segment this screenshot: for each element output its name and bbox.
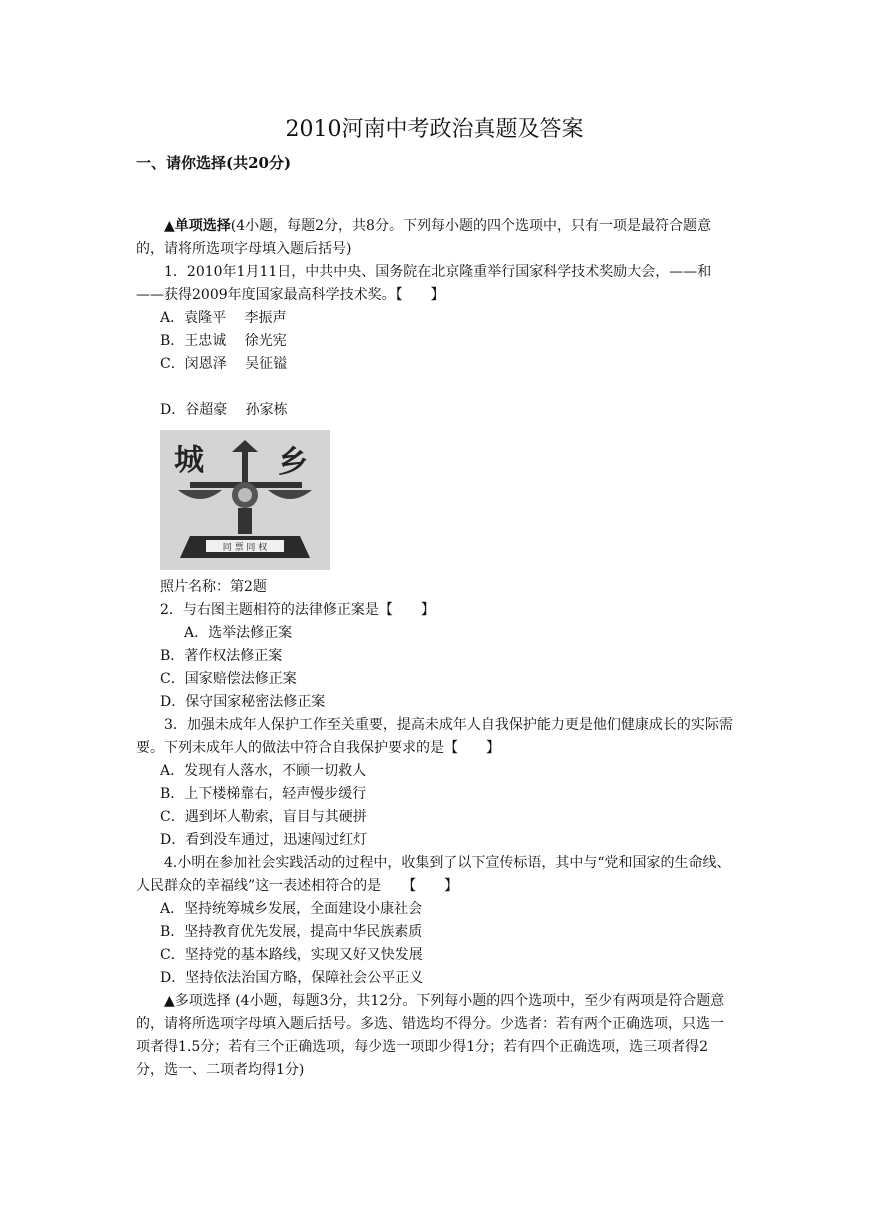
- question-4-option-b: B．坚持教育优先发展，提高中华民族素质: [160, 924, 423, 940]
- question-4-stem: 4.小明在参加社会实践活动的过程中，收集到了以下宣传标语，其中与“党和国家的生命线、人民群众的幸福线”这一表述相符合的是 【 】: [136, 855, 731, 894]
- figure-plaque-text: 同 票 同 权: [222, 543, 268, 553]
- question-4-option-c: C．坚持党的基本路线，实现又好又快发展: [160, 947, 423, 963]
- question-2-stem: 2．与右图主题相符的法律修正案是【 】: [160, 602, 435, 618]
- question-3-option-c: C．遇到坏人勒索，盲目与其硬拼: [160, 809, 367, 825]
- question-1-stem: 1．2010年1月11日，中共中央、国务院在北京隆重举行国家科学技术奖励大会，——和——获得2009年度国家最高科学技术奖。【 】: [136, 264, 712, 303]
- figure-text-right: 乡: [278, 445, 308, 480]
- question-1-option-d: D．谷超豪 孙家栋: [160, 402, 288, 418]
- question-3-option-b: B．上下楼梯靠右，轻声慢步缓行: [160, 786, 367, 802]
- figure-caption: 照片名称：第2题: [160, 579, 267, 595]
- single-choice-instructions: [136, 215, 736, 261]
- question-3-stem: 3．加强未成年人保护工作至关重要，提高未成年人自我保护能力更是他们健康成长的实际需要。下列未成年人的做法中符合自我保护要求的是【 】: [136, 717, 733, 756]
- document-title: 2010河南中考政治真题及答案: [285, 117, 584, 142]
- question-4-option-a: A．坚持统筹城乡发展，全面建设小康社会: [160, 901, 423, 917]
- single-choice-marker: ▲单项选择: [164, 218, 231, 234]
- question-1-option-a: A．袁隆平 李振声: [160, 310, 287, 326]
- section-heading: 一、请你选择(共20分): [136, 154, 292, 172]
- question-1-option-b: B．王忠诚 徐光宪: [160, 333, 287, 349]
- question-2-option-b: B．著作权法修正案: [160, 648, 283, 664]
- question-4-option-d: D．坚持依法治国方略，保障社会公平正义: [160, 970, 424, 986]
- scale-image: [160, 430, 330, 570]
- scale-illustration: [160, 430, 330, 570]
- document-body: [136, 215, 736, 1082]
- spacer: [136, 376, 736, 399]
- question-2-option-a: A．选举法修正案: [184, 625, 293, 641]
- single-choice-instructions-text: (4小题，每题2分，共8分。下列每小题的四个选项中，只有一项是最符合题意的，请将所选项字母填入题后括号): [136, 218, 711, 257]
- question-3-option-a: A．发现有人落水，不顾一切救人: [160, 763, 367, 779]
- figure-text-left: 城: [174, 443, 204, 478]
- question-3-option-d: D．看到没车通过，迅速闯过红灯: [160, 832, 368, 848]
- question-1-option-c: C．闵恩泽 吴征镒: [160, 356, 288, 372]
- multi-choice-instructions: ▲多项选择 (4小题，每题3分，共12分。下列每小题的四个选项中，至少有两项是符合题意的，请将所选项字母填入题后括号。多选、错选均不得分。少选者：若有两个正确选项，只选一项者得1.5分；若有三个正确选项，每少选一项即少得1分；若有四个正确选项，选三项者得2分，选一、二项者均得1分): [136, 993, 725, 1078]
- question-2-option-d: D．保守国家秘密法修正案: [160, 694, 326, 710]
- question-2-option-c: C．国家赔偿法修正案: [160, 671, 297, 687]
